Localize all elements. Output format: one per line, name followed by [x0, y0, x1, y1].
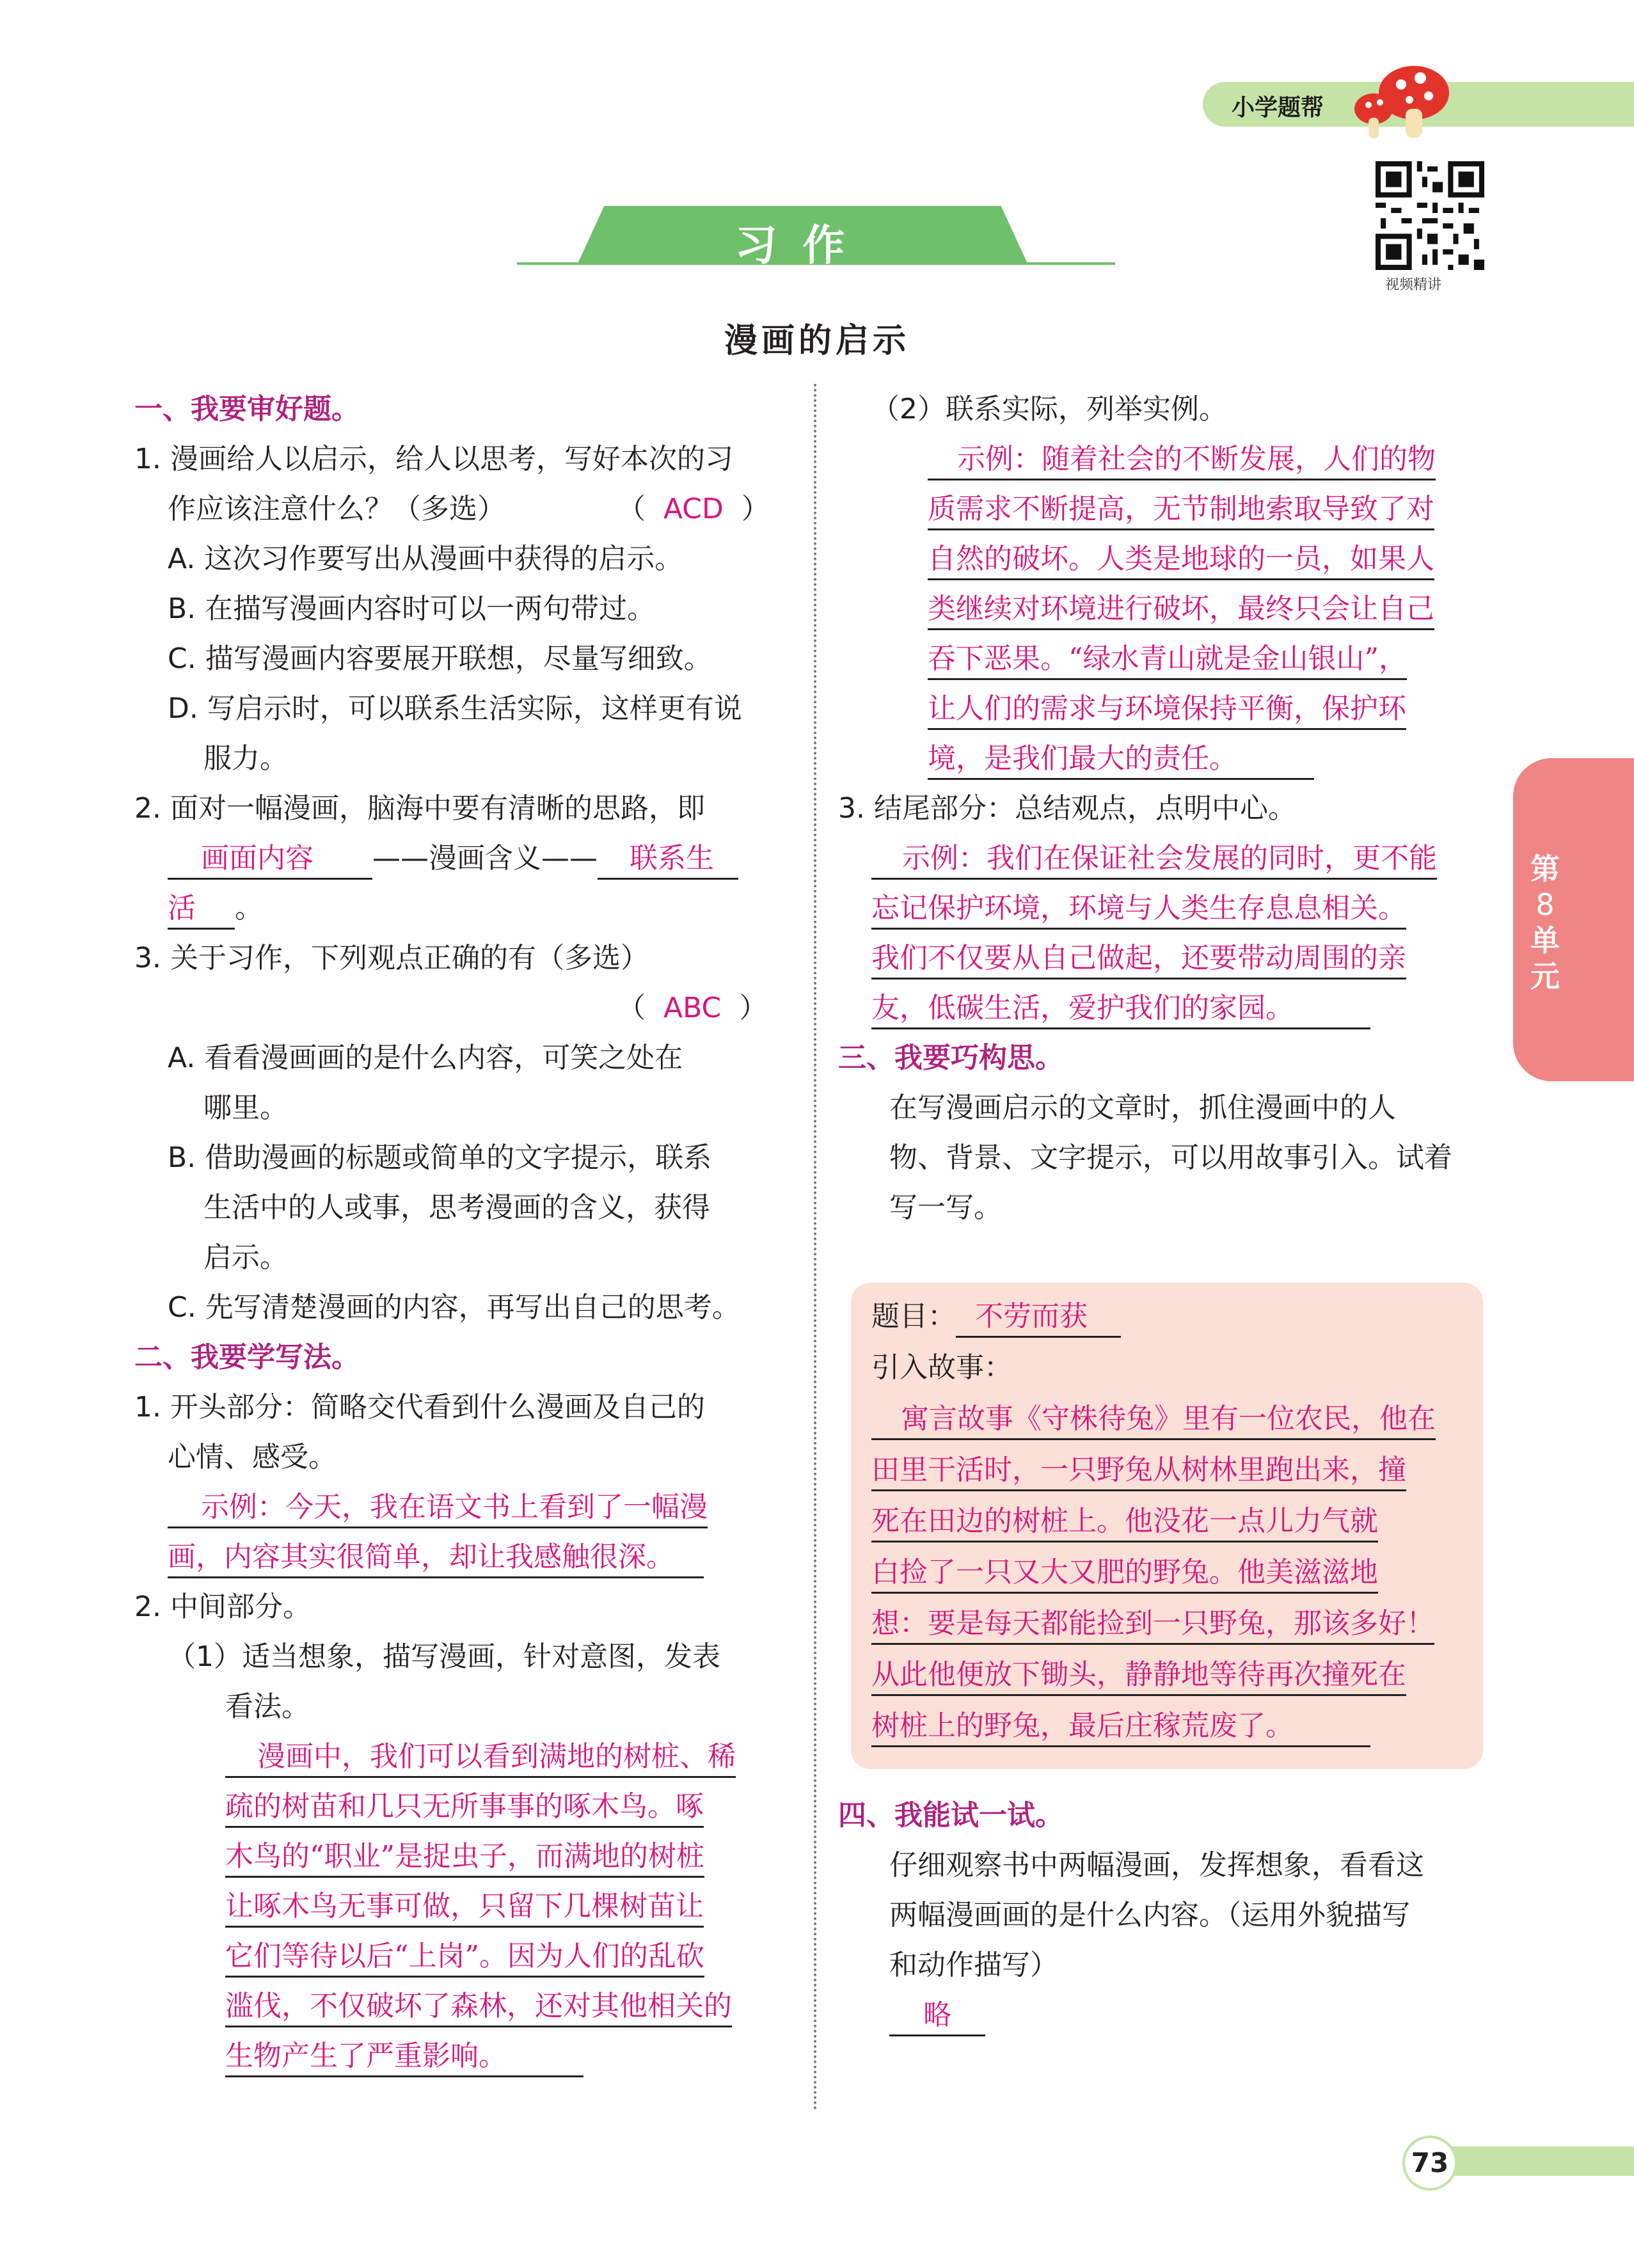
page-subtitle: 漫画的启示 [724, 321, 910, 360]
answer-line: 画，内容其实很简单，却让我感触很深。 [168, 1539, 704, 1578]
brand-name: 小学题帮 [1232, 95, 1324, 121]
body-text: 写一写。 [889, 1191, 1002, 1224]
section-title: 二、我要学写法。 [134, 1341, 360, 1374]
question-text: 1. 漫画给人以启示，给人以思考，写好本次的习 [134, 443, 733, 475]
unit-label-char: 第 [1530, 852, 1560, 886]
body-text: 两幅漫画画的是什么内容。（运用外貌描写 [889, 1899, 1410, 1931]
answer-line: 从此他便放下锄头，静静地等待再次撞死在 [871, 1657, 1406, 1696]
answer-line: 质需求不断提高，无节制地索取导致了对 [928, 491, 1434, 530]
section-title: 三、我要巧构思。 [838, 1042, 1063, 1074]
answer-line: 示例：随着社会的不断发展，人们的物 [928, 441, 1436, 480]
qr-caption: 视频精讲 [1385, 277, 1442, 293]
fill-line [168, 891, 263, 930]
story-label: 引入故事： [871, 1351, 1012, 1384]
question-text: 1. 开头部分：简略交代看到什么漫画及自己的 [134, 1391, 705, 1423]
question-text: 3. 结尾部分：总结观点，点明中心。 [838, 792, 1296, 825]
unit-label-char: 8 [1535, 887, 1555, 922]
option-text: B. 借助漫画的标题或简单的文字提示，联系 [168, 1141, 712, 1174]
question-text: 2. 面对一幅漫画，脑海中要有清晰的思路，即 [134, 792, 705, 825]
answer-line: 略 [889, 1997, 985, 2036]
question-text: （1）适当想象，描写漫画，针对意图，发表 [168, 1640, 720, 1673]
answer-paren: （ ABC ） [617, 992, 768, 1024]
question-text: 。 [235, 892, 263, 924]
question-text: 心情、感受。 [168, 1441, 337, 1473]
answer-choice: ACD [663, 493, 724, 525]
answer-line: 生物产生了严重影响。 [225, 2038, 583, 2077]
answer-line: 让人们的需求与环境保持平衡，保护环 [928, 691, 1406, 730]
question-text: 2. 中间部分。 [134, 1590, 311, 1623]
answer-line: 它们等待以后“上岗”。因为人们的乱砍 [225, 1939, 704, 1978]
answer-line: 吞下恶果。“绿水青山就是金山银山”， [928, 641, 1407, 680]
option-text: C. 先写清楚漫画的内容，再写出自己的思考。 [168, 1291, 740, 1324]
qr-code-icon[interactable] [1376, 161, 1484, 270]
question-text: 作应该注意什么？（多选） [168, 493, 505, 525]
answer-line: 木鸟的“职业”是捉虫子，而满地的树桩 [225, 1839, 704, 1878]
mushroom-icon [1347, 58, 1456, 147]
answer-line: 示例：我们在保证社会发展的同时，更不能 [871, 841, 1437, 880]
answer-line: 树桩上的野兔，最后庄稼荒废了。 [871, 1708, 1370, 1747]
section-title: 四、我能试一试。 [838, 1799, 1063, 1832]
option-text: 生活中的人或事，思考漫画的含义，获得 [203, 1191, 710, 1224]
question-text: ——漫画含义—— [372, 842, 598, 875]
answer-blank: 活 [168, 891, 235, 930]
body-text: 和动作描写） [889, 1949, 1058, 1981]
answer-blank: 画面内容 [168, 841, 372, 880]
answer-line: 忘记保护环境，环境与人类生存息息相关。 [871, 891, 1406, 930]
option-text: D. 写启示时，可以联系生活实际，这样更有说 [168, 692, 742, 725]
answer-paren: （ ACD ） [617, 493, 770, 525]
answer-line: 漫画中，我们可以看到满地的树桩、稀 [225, 1739, 736, 1778]
page-number: 73 [1402, 2136, 1457, 2191]
option-text: 哪里。 [203, 1091, 288, 1124]
body-text: 物、背景、文字提示，可以用故事引入。试着 [889, 1141, 1452, 1174]
option-text: 启示。 [203, 1241, 288, 1274]
option-text: B. 在描写漫画内容时可以一两句带过。 [168, 592, 656, 625]
body-text: 在写漫画启示的文章时，抓住漫画中的人 [889, 1091, 1396, 1124]
answer-blank: 联系生 [598, 841, 738, 880]
topic-answer: 不劳而获 [956, 1299, 1121, 1338]
question-text: （2）联系实际，列举实例。 [871, 393, 1227, 425]
unit-label-char: 单 [1530, 923, 1560, 958]
page-number-bar [1440, 2146, 1634, 2176]
option-text: A. 看看漫画画的是什么内容，可笑之处在 [168, 1042, 683, 1074]
answer-line: 友，低碳生活，爱护我们的家园。 [871, 990, 1370, 1029]
body-text: 仔细观察书中两幅漫画，发挥想象，看看这 [889, 1849, 1424, 1882]
option-text: A. 这次习作要写出从漫画中获得的启示。 [168, 543, 683, 575]
answer-line: 我们不仅要从自己做起，还要带动周围的亲 [871, 940, 1406, 979]
fill-line [168, 841, 738, 880]
page-title: 习作 [734, 221, 871, 270]
answer-line: 境，是我们最大的责任。 [928, 741, 1314, 780]
answer-choice: ABC [663, 992, 722, 1024]
answer-line: 死在田边的树桩上。他没花一点儿力气就 [871, 1503, 1378, 1542]
section-title: 一、我要审好题。 [134, 393, 360, 425]
unit-label [1526, 851, 1564, 994]
answer-line: 滥伐，不仅破坏了森林，还对其他相关的 [225, 1988, 732, 2027]
column-divider [814, 384, 816, 2111]
answer-line: 示例：今天，我在语文书上看到了一幅漫 [168, 1489, 708, 1528]
answer-line: 田里干活时，一只野兔从树林里跑出来，撞 [871, 1452, 1406, 1491]
answer-line: 自然的破坏。人类是地球的一员，如果人 [928, 541, 1434, 580]
option-text: C. 描写漫画内容要展开联想，尽量写细致。 [168, 642, 712, 675]
option-text: 服力。 [203, 742, 288, 775]
answer-line: 让啄木鸟无事可做，只留下几棵树苗让 [225, 1889, 704, 1928]
answer-line: 白捡了一只又大又肥的野兔。他美滋滋地 [871, 1555, 1378, 1594]
answer-line: 疏的树苗和几只无所事事的啄木鸟。啄 [225, 1789, 704, 1828]
answer-line: 寓言故事《守株待兔》里有一位农民，他在 [871, 1401, 1436, 1440]
question-text: 3. 关于习作，下列观点正确的有（多选） [134, 942, 649, 974]
topic-line [871, 1299, 1121, 1338]
answer-line: 想：要是每天都能捡到一只野兔，那该多好！ [871, 1606, 1434, 1645]
topic-label: 题目： [871, 1300, 956, 1333]
answer-line: 类继续对环境进行破坏，最终只会让自己 [928, 591, 1434, 630]
question-text: 看法。 [225, 1690, 310, 1723]
unit-label-char: 元 [1530, 959, 1560, 994]
